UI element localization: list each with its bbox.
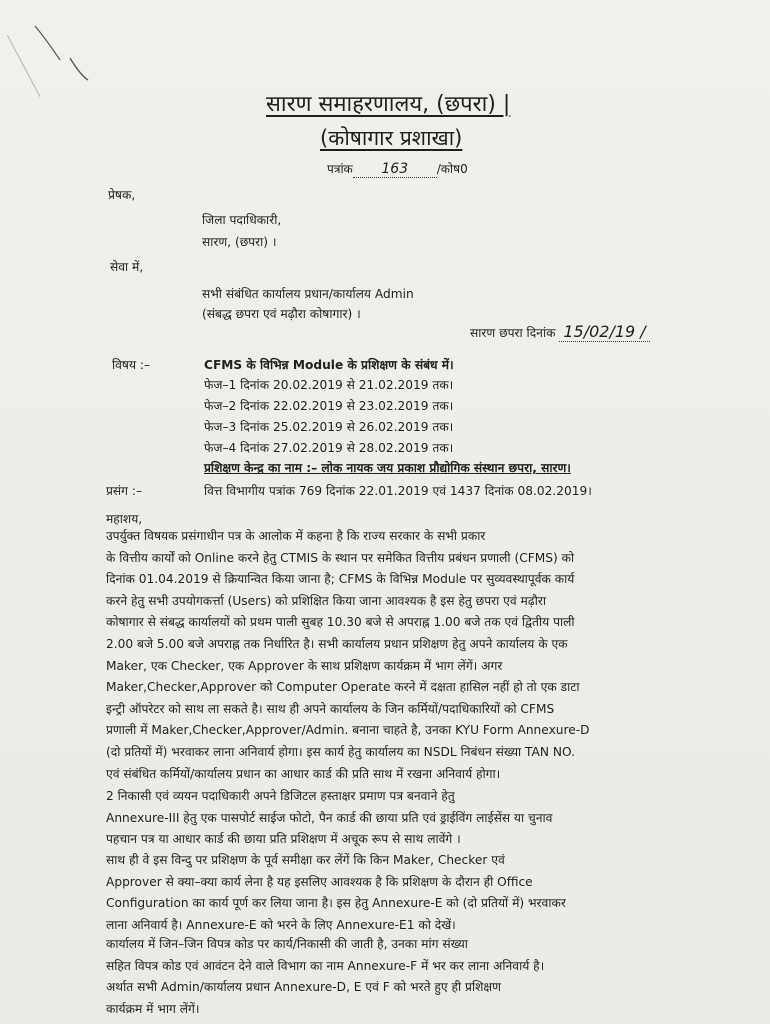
- paragraph-2: [106, 786, 692, 851]
- paragraph-5: [106, 977, 692, 1020]
- paragraph-line: 2.00 बजे 5.00 बजे अपराह्न तक निर्धारित है। सभी कार्यालय प्रधान प्रशिक्षण हेतु अपने कार्यालय के एक: [106, 636, 568, 651]
- recipient-line-1: सभी संबंधित कार्यालय प्रधान/कार्यालय Admin: [202, 287, 414, 301]
- paragraph-line: कार्यालय में जिन–जिन विपत्र कोड पर कार्य/निकासी की जाती है, उनका मांग संख्या: [106, 937, 468, 951]
- paragraph-line: 2 निकासी एवं व्ययन पदाधिकारी अपने डिजिटल हस्ताक्षर प्रमाण पत्र बनवाने हेतु: [106, 789, 455, 803]
- office-title: सारण समाहरणालय, (छपरा) |: [266, 92, 511, 117]
- date-line: [470, 322, 650, 341]
- paragraph-line: दिनांक 01.04.2019 से क्रियान्वित किया जाना है; CFMS के विभिन्न Module पर सुव्यवस्थापूर्वक कार्य: [106, 572, 575, 587]
- letter-number: पत्रांक 163 /कोष0: [327, 161, 468, 177]
- paragraph-line: (दो प्रतियों में) भरवाकर लाना अनिवार्य होगा। इस कार्य हेतु कार्यालय का NSDL निबंधन संख्या TAN NO.: [106, 744, 575, 759]
- paragraph-line: पहचान पत्र या आधार कार्ड की छाया प्रति प्रशिक्षण में अचूक रूप से साथ लावेंगे ।: [106, 832, 461, 847]
- salutation: महाशय,: [106, 512, 143, 526]
- paragraph-line: सहित विपत्र कोड एवं आवंटन देने वाले विभाग का नाम Annexure-F में भर कर लाना अनिवार्य है।: [106, 958, 545, 973]
- letter-number-value: 163: [353, 161, 437, 178]
- phase-3: फेज–3 दिनांक 25.02.2019 से 26.02.2019 तक।: [204, 420, 454, 434]
- paragraph-1: [106, 526, 692, 785]
- phase-2: फेज–2 दिनांक 22.02.2019 से 23.02.2019 तक।: [204, 399, 454, 413]
- paragraph-line: के वित्तीय कार्यों को Online करने हेतु CTMIS के स्थान पर समेकित वित्तीय प्रबंधन प्रणाली (CFMS) को: [106, 550, 575, 565]
- date-label: सारण छपरा दिनांक: [470, 326, 556, 340]
- paragraph-line: एवं संबंधित कर्मियों/कार्यालय प्रधान का आधार कार्ड की प्रति साथ में रखना अनिवार्य होगा।: [106, 766, 501, 781]
- paragraph-line: Configuration का कार्य पूर्ण कर लिया जाना है। इस हेतु Annexure-E को (दो प्रतियों में) भरवाकर: [106, 896, 566, 911]
- paragraph-line: Maker,Checker,Approver को Computer Operate करने में दक्षता हासिल नहीं हो तो एक डाटा: [106, 680, 580, 695]
- training-venue: प्रशिक्षण केन्द्र का नाम :– लोक नायक जय प्रकाश प्रौद्योगिक संस्थान छपरा, सारण।: [204, 461, 571, 475]
- paragraph-4: [106, 934, 692, 977]
- paragraph-line: लाना अनिवार्य है। Annexure-E को भरने के लिए Annexure-E1 को देखें।: [106, 917, 456, 932]
- handwritten-mark-icon: [30, 18, 100, 88]
- date-value: 15/02/19 /: [559, 322, 649, 342]
- paragraph-line: Maker, एक Checker, एक Approver के साथ प्रशिक्षण कार्यक्रम में भाग लेंगें। अगर: [106, 658, 503, 673]
- paragraph-line: कोषागार से संबद्ध कार्यालयों को प्रथम पाली सुबह 10.30 बजे से अपराह्न 1.00 बजे तक एवं द्वितीय पाली: [106, 615, 575, 630]
- paragraph-line: प्रणाली में Maker,Checker,Approver/Admin. बनाना चाहते है, उनका KYU Form Annexure-D: [106, 723, 590, 738]
- recipient-label: सेवा में,: [110, 260, 144, 274]
- paragraph-line: Annexure-III हेतु एक पासपोर्ट साईज फोटो, पैन कार्ड की छाया प्रति एवं ड्राईविंग लाईसेंस या चुनाव: [106, 810, 553, 825]
- recipient-line-2: (संबद्ध छपरा एवं मढ़ौरा कोषागार) ।: [202, 307, 361, 321]
- subject-title: CFMS के विभिन्न Module के प्रशिक्षण के संबंध में।: [204, 358, 454, 372]
- branch-title: (कोषागार प्रशाखा): [320, 126, 463, 150]
- paragraph-line: करने हेतु सभी उपयोगकर्त्ता (Users) को प्रशिक्षित किया जाना आवश्यक है इस हेतु छपरा एवं मढ़ौरा: [106, 593, 546, 608]
- paragraph-line: साथ ही वे इस विन्दु पर प्रशिक्षण के पूर्व समीक्षा कर लेंगें कि किन Maker, Checker एवं: [106, 853, 505, 867]
- sender-line-1: जिला पदाधिकारी,: [202, 213, 282, 227]
- sender-line-2: सारण, (छपरा) ।: [202, 235, 277, 249]
- paragraph-line: कार्यक्रम में भाग लेंगें।: [106, 1001, 200, 1016]
- phase-4: फेज–4 दिनांक 27.02.2019 से 28.02.2019 तक।: [204, 441, 454, 455]
- sender-label: प्रेषक,: [108, 188, 136, 202]
- paragraph-line: Approver से क्या–क्या कार्य लेना है यह इसलिए आवश्यक है कि प्रशिक्षण के दौरान ही Office: [106, 874, 533, 889]
- paragraph-line: इन्ट्री ऑपरेटर को साथ ला सकते है। साथ ही अपने कार्यालय के जिन कर्मियों/पदाधिकारियों को CFMS: [106, 701, 555, 716]
- subject-label: विषय :–: [112, 358, 151, 372]
- paragraph-line: उपर्युक्त विषयक प्रसंगाधीन पत्र के आलोक में कहना है कि राज्य सरकार के सभी प्रकार: [106, 529, 486, 543]
- paragraph-3: [106, 850, 692, 936]
- reference-label: प्रसंग :–: [106, 484, 143, 498]
- reference-text: वित्त विभागीय पत्रांक 769 दिनांक 22.01.2019 एवं 1437 दिनांक 08.02.2019।: [204, 484, 592, 498]
- phase-1: फेज–1 दिनांक 20.02.2019 से 21.02.2019 तक।: [204, 378, 454, 392]
- paragraph-line: अर्थात सभी Admin/कार्यालय प्रधान Annexure-D, E एवं F को भरते हुए ही प्रशिक्षण: [106, 980, 501, 994]
